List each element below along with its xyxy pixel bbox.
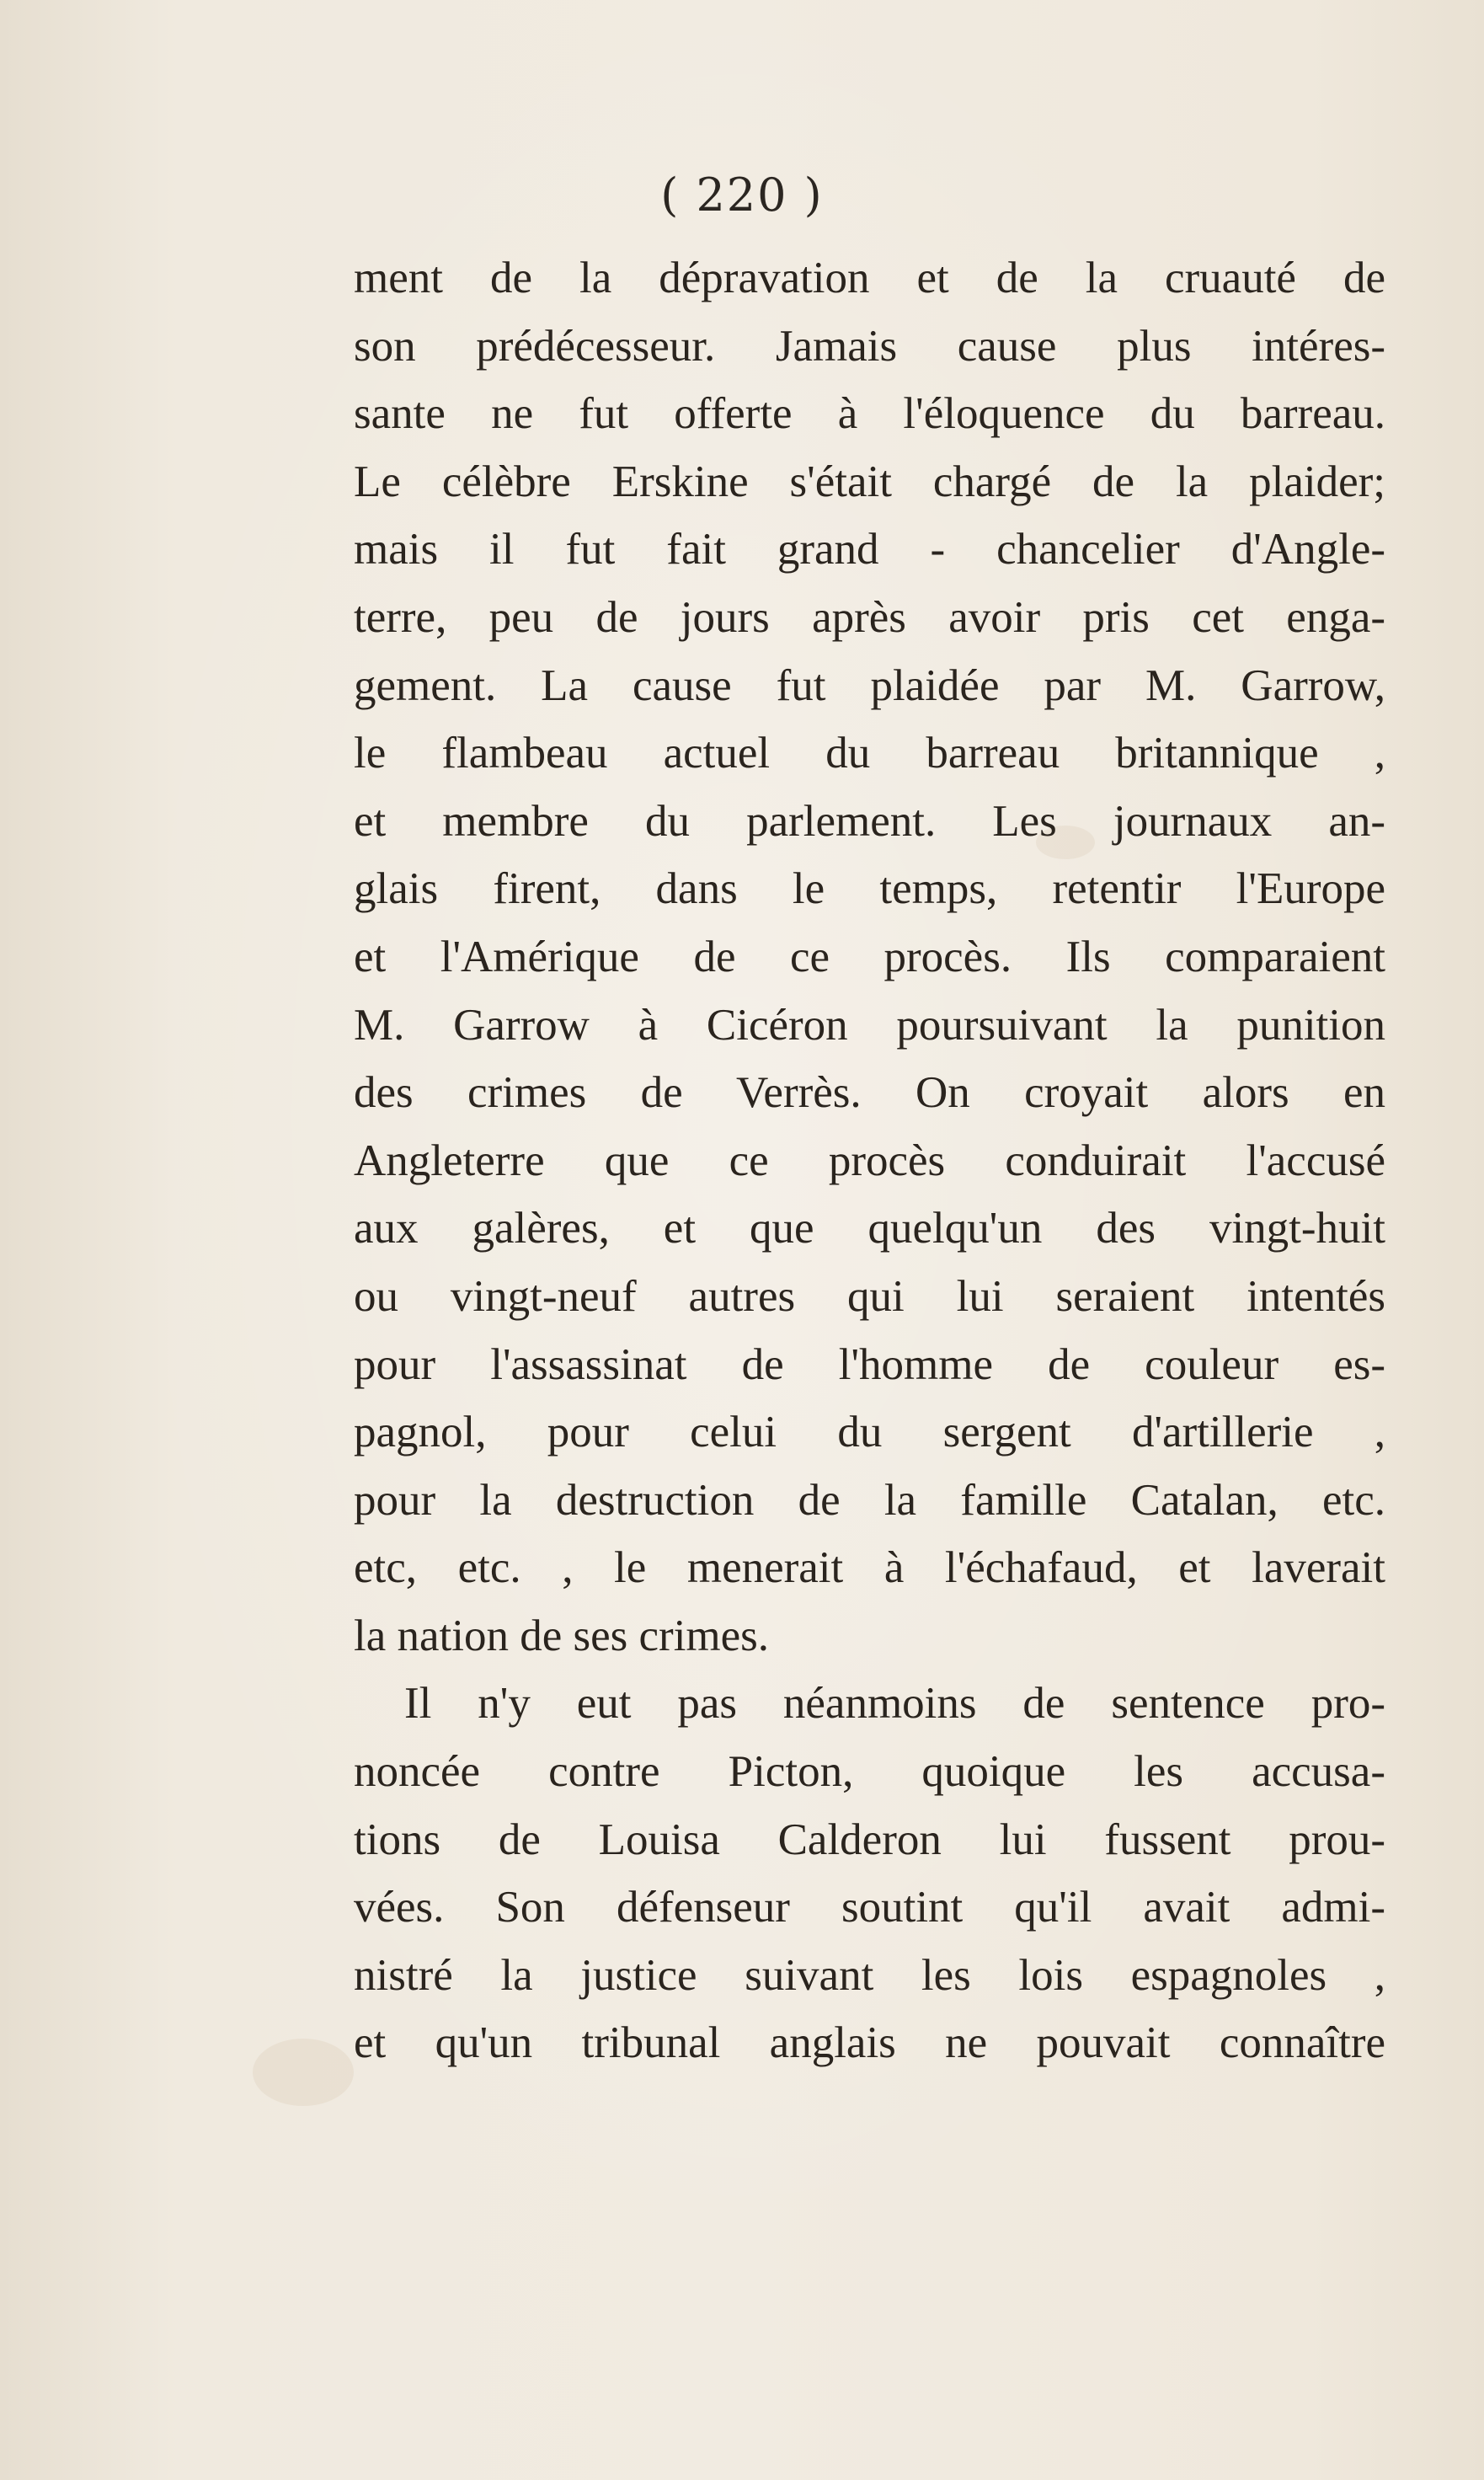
text-line: ou vingt-neuf autres qui lui seraient intentés: [354, 1271, 1385, 1321]
text-line: et membre du parlement. Les journaux an-: [354, 796, 1385, 846]
text-line: glais firent, dans le temps, retentir l'Europe: [354, 864, 1385, 914]
text-line: la nation de ses crimes.: [354, 1611, 770, 1660]
text-line: noncée contre Picton, quoique les accusa-: [354, 1747, 1385, 1797]
text-line: aux galères, et que quelqu'un des vingt-huit: [354, 1204, 1385, 1253]
text-line: et l'Amérique de ce procès. Ils comparaient: [354, 932, 1385, 981]
paragraph-1: [354, 244, 1385, 1670]
paper-stain: [253, 2039, 354, 2106]
text-line: pagnol, pour celui du sergent d'artillerie ,: [354, 1408, 1385, 1457]
page-number: ( 220 ): [660, 168, 824, 222]
paragraph-2: [354, 1670, 1385, 2077]
text-line: M. Garrow à Cicéron poursuivant la punition: [354, 1000, 1385, 1050]
text-line: sante ne fut offerte à l'éloquence du barreau.: [354, 389, 1385, 439]
text-line: pour la destruction de la famille Catalan, etc.: [354, 1475, 1385, 1525]
text-line: etc, etc. , le menerait à l'échafaud, et laverait: [354, 1543, 1385, 1593]
text-line: ment de la dépravation et de la cruauté de: [354, 254, 1385, 302]
text-line: des crimes de Verrès. On croyait alors en: [354, 1068, 1385, 1118]
text-line: Angleterre que ce procès conduirait l'accusé: [354, 1136, 1385, 1185]
text-line: Le célèbre Erskine s'était chargé de la plaider;: [354, 457, 1385, 506]
text-line: tions de Louisa Calderon lui fussent prou-: [354, 1815, 1385, 1864]
text-line: gement. La cause fut plaidée par M. Garrow,: [354, 660, 1385, 710]
body-text: [354, 244, 1385, 2077]
text-line: nistré la justice suivant les lois espagnoles ,: [354, 1950, 1385, 2000]
text-line: terre, peu de jours après avoir pris cet enga-: [354, 592, 1385, 642]
text-line: et qu'un tribunal anglais ne pouvait connaître: [354, 2018, 1385, 2068]
text-line: mais il fut fait grand - chancelier d'Angle-: [354, 525, 1385, 575]
text-line: vées. Son défenseur soutint qu'il avait admi-: [354, 1883, 1385, 1932]
text-line: pour l'assassinat de l'homme de couleur es-: [354, 1339, 1385, 1389]
text-line: le flambeau actuel du barreau britannique ,: [354, 729, 1385, 778]
text-line: Il n'y eut pas néanmoins de sentence pro-: [404, 1679, 1385, 1729]
text-line: son prédécesseur. Jamais cause plus intéres-: [354, 321, 1385, 371]
